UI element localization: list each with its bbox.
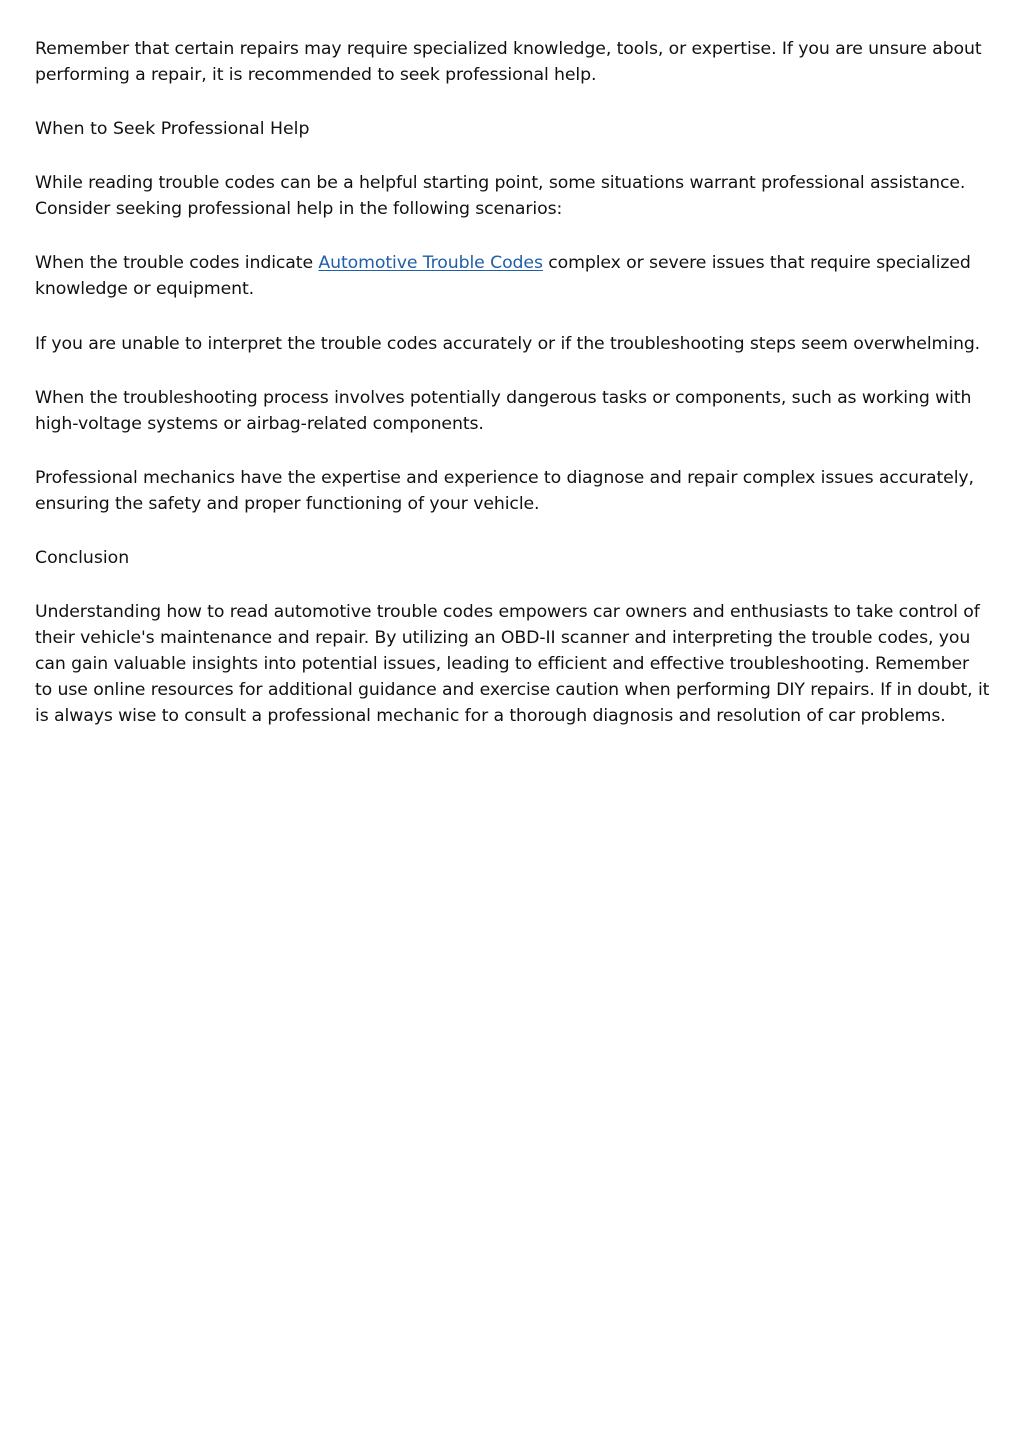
- automotive-trouble-codes-link[interactable]: Automotive Trouble Codes: [318, 253, 543, 274]
- section-heading-professional-help: When to Seek Professional Help: [35, 119, 310, 140]
- paragraph-conclusion-body: Understanding how to read automotive trouble codes empowers car owners and enthusiasts to take control of their vehicle's maintenance and repair. By utilizing an OBD-II scanner and interpreting the trouble codes, you can gain valuable insights into potential issues, leading to efficient and effective troubleshooting. Remember to use online resources for additional guidance and exercise caution when performing DIY repairs. If in doubt, it is always wise to consult a professional mechanic for a thorough diagnosis and resolution of car problems.: [35, 602, 990, 726]
- paragraph-professional-mechanics: Professional mechanics have the expertise and experience to diagnose and repair complex issues accurately, ensuring the safety and proper functioning of your vehicle.: [35, 467, 974, 514]
- paragraph-unable-to-interpret: If you are unable to interpret the trouble codes accurately or if the troubleshooting steps seem overwhelming.: [35, 333, 981, 354]
- section-heading-conclusion: Conclusion: [35, 548, 130, 569]
- paragraph-dangerous-tasks: When the troubleshooting process involves potentially dangerous tasks or components, such as working with high-voltage systems or airbag-related components.: [35, 387, 972, 434]
- paragraph-text-after-link: complex or severe issues that require specialized knowledge or equipment.: [35, 253, 971, 300]
- paragraph-trouble-codes-indicate: [35, 251, 990, 303]
- paragraph-repair-expertise: Remember that certain repairs may require specialized knowledge, tools, or expertise. If you are unsure about performing a repair, it is recommended to seek professional help.: [35, 39, 982, 85]
- paragraph-text-before-link: When the trouble codes indicate: [35, 253, 319, 274]
- paragraph-professional-assistance: While reading trouble codes can be a helpful starting point, some situations warrant professional assistance. Consider seeking professional help in the following scenarios:: [35, 173, 966, 220]
